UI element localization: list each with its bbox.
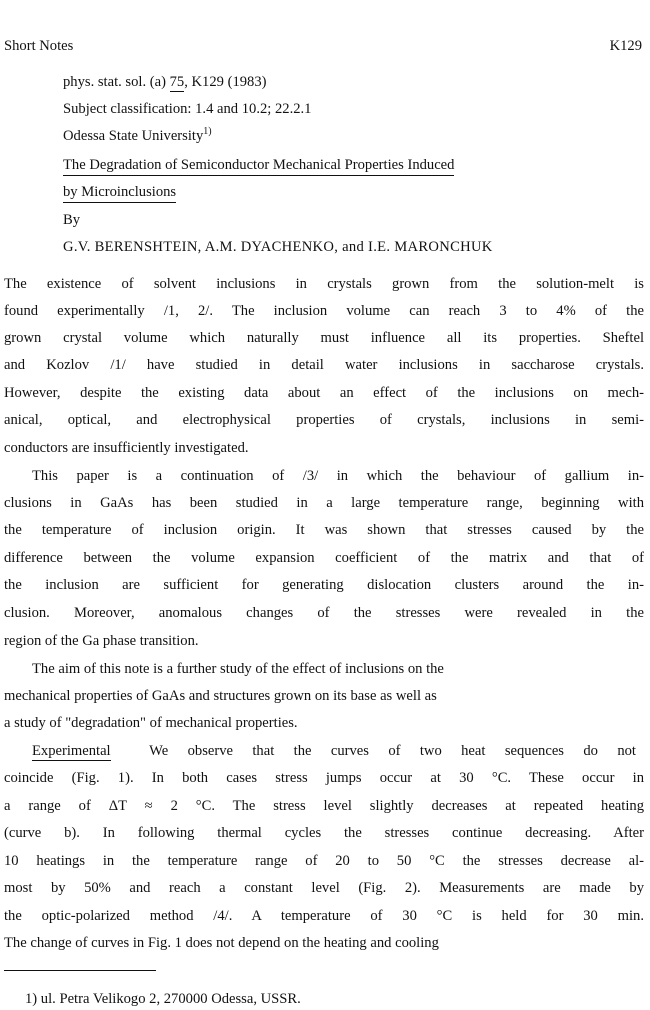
footnote: 1) ul. Petra Velikogo 2, 270000 Odessa, USSR. xyxy=(25,991,301,1007)
paragraph-1-line: However, despite the existing data about an effect of the inclusions on mech- xyxy=(4,385,644,401)
paragraph-2-line: This paper is a continuation of /3/ in which the behaviour of gallium in- xyxy=(32,468,644,484)
paragraph-4-line: the optic-polarized method /4/. A temperature of 30 °C is held for 30 min. xyxy=(4,908,644,924)
paper-title-line-2: by Microinclusions xyxy=(63,183,176,203)
paragraph-2-line: difference between the volume expansion coefficient of the matrix and that of xyxy=(4,550,644,566)
paragraph-4-line: (curve b). In following thermal cycles the stresses continue decreasing. After xyxy=(4,825,644,841)
paragraph-1-line: grown crystal volume which naturally must influence all its properties. Sheftel xyxy=(4,330,644,346)
paragraph-4-line: The change of curves in Fig. 1 does not depend on the heating and cooling xyxy=(4,935,439,951)
running-header-left: Short Notes xyxy=(4,38,74,54)
volume-number: 75 xyxy=(169,74,185,90)
page-number: K129 xyxy=(609,38,642,54)
institution: Odessa State University$^{1)}$ xyxy=(63,126,212,144)
paragraph-2-line: region of the Ga phase transition. xyxy=(4,633,199,649)
paragraph-3-line: mechanical properties of GaAs and structures grown on its base as well as xyxy=(4,688,437,704)
footnote-marker: 1) xyxy=(203,126,212,138)
paragraph-1-line: found experimentally /1, 2/. The inclusion volume can reach 3 to 4% of the xyxy=(4,303,644,319)
paragraph-2-line: clusions in GaAs has been studied in a large temperature range, beginning with xyxy=(4,495,644,511)
paragraph-4-line: 10 heatings in the temperature range of 20 to 50 °C the stresses decrease al- xyxy=(4,853,644,869)
byline: By xyxy=(63,212,81,228)
subject-classification: Subject classification: 1.4 and 10.2; 22.2.1 xyxy=(63,101,312,117)
paragraph-2-line: the inclusion are sufficient for generating dislocation clusters around the in- xyxy=(4,577,644,593)
paragraph-1-line: anical, optical, and electrophysical properties of crystals, inclusions in semi- xyxy=(4,412,644,428)
paragraph-2-line: clusion. Moreover, anomalous changes of the stresses were revealed in the xyxy=(4,605,644,621)
paragraph-2-line: the temperature of inclusion origin. It was shown that stresses caused by the xyxy=(4,522,644,538)
paper-title-line-1: The Degradation of Semiconductor Mechanical Properties Induced xyxy=(63,156,454,176)
paragraph-4-line: most by 50% and reach a constant level (Fig. 2). Measurements are made by xyxy=(4,880,644,896)
paragraph-4-line: Experimental We observe that the curves of two heat sequences do not xyxy=(32,743,636,759)
paragraph-3-line: a study of "degradation" of mechanical properties. xyxy=(4,715,298,731)
journal-citation: phys. stat. sol. (a) 75, K129 (1983) xyxy=(63,74,267,90)
footnote-rule xyxy=(4,970,156,971)
authors: G.V. BERENSHTEIN, A.M. DYACHENKO, and I.E. MARONCHUK xyxy=(63,239,493,255)
paragraph-4-line: coincide (Fig. 1). In both cases stress jumps occur at 30 °C. These occur in xyxy=(4,770,644,786)
paragraph-4-line: a range of ΔT ≈ 2 °C. The stress level slightly decreases at repeated heating xyxy=(4,798,644,814)
paragraph-1-line: conductors are insufficiently investigated. xyxy=(4,440,249,456)
paragraph-1-line: and Kozlov /1/ have studied in detail water inclusions in saccharose crystals. xyxy=(4,357,644,373)
paragraph-1-line: The existence of solvent inclusions in crystals grown from the solution-melt is xyxy=(4,276,644,292)
section-heading-experimental: Experimental xyxy=(32,743,111,759)
paragraph-3-line: The aim of this note is a further study of the effect of inclusions on the xyxy=(32,661,444,677)
